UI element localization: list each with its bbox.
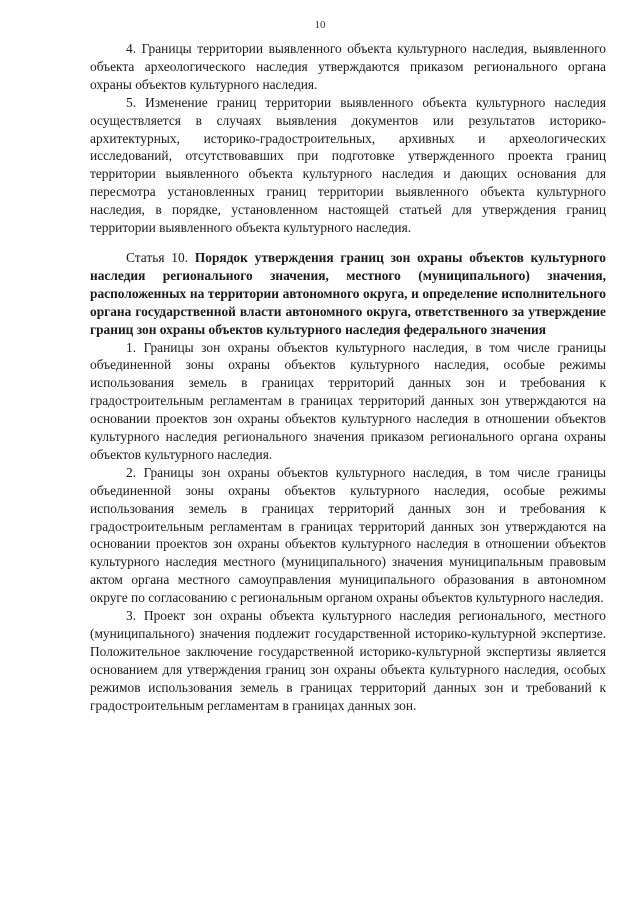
paragraph-5: 5. Изменение границ территории выявленного объекта культурного наследия осуществляется в случаях выявления документов или результатов историко-архитектурных, историко-градостроительных, архивных и археологических исследований, отсутствовавших при подготовке утвержденного проекта границ территории выявленного объекта культурного наследия и дающих основания для пересмотра установленных границ территории выявленного объекта культурного наследия, в порядке, установленном настоящей статьей для утверждения границ территории выявленного объекта культурного наследия. — [90, 94, 606, 236]
page-number: 10 — [314, 19, 326, 31]
article-10-paragraph-2: 2. Границы зон охраны объектов культурного наследия, в том числе границы объединенной зоны охраны объектов культурного наследия, особые режимы использования земель в границах территорий данных зон и требования к градостроительным регламентам в границах территорий данных зон утверждаются на основании проектов зон охраны объектов культурного наследия в отношении объектов культурного наследия местного (муниципального) значения муниципальным правовым актом органа местного самоуправления муниципального образования в автономном округе по согласованию с региональным органом охраны объектов культурного наследия. — [90, 464, 606, 606]
article-10-heading — [90, 249, 606, 339]
article-label: Статья 10. — [126, 249, 189, 265]
article-10-paragraph-1: 1. Границы зон охраны объектов культурного наследия, в том числе границы объединенной зоны охраны объектов культурного наследия, особые режимы использования земель в границах территорий данных зон и требования к градостроительным регламентам в границах территорий данных зон утверждаются на основании проектов зон охраны объектов культурного наследия в отношении объектов культурного наследия регионального значения приказом регионального органа охраны объектов культурного наследия. — [90, 339, 606, 462]
article-title: Порядок утверждения границ зон охраны объектов культурного наследия регионального значения, местного (муниципального) значения, расположенных на территории автономного округа, и определение исполнительного органа государственной власти автономного округа, ответственного за утверждение границ зон охраны объектов культурного наследия федерального значения — [90, 249, 606, 337]
document-body — [90, 40, 606, 715]
article-10-paragraph-3: 3. Проект зон охраны объекта культурного наследия регионального, местного (муниципального) значения подлежит государственной историко-культурной экспертизе. Положительное заключение государственной историко-культурной экспертизы является основанием для утверждения границ зон охраны объекта культурного наследия, особых режимов использования земель в границах территорий данных зон и требований к градостроительным регламентам в границах данных зон. — [90, 608, 606, 713]
paragraph-4: 4. Границы территории выявленного объекта культурного наследия, выявленного объекта археологического наследия утверждаются приказом регионального органа охраны объектов культурного наследия. — [90, 41, 606, 92]
